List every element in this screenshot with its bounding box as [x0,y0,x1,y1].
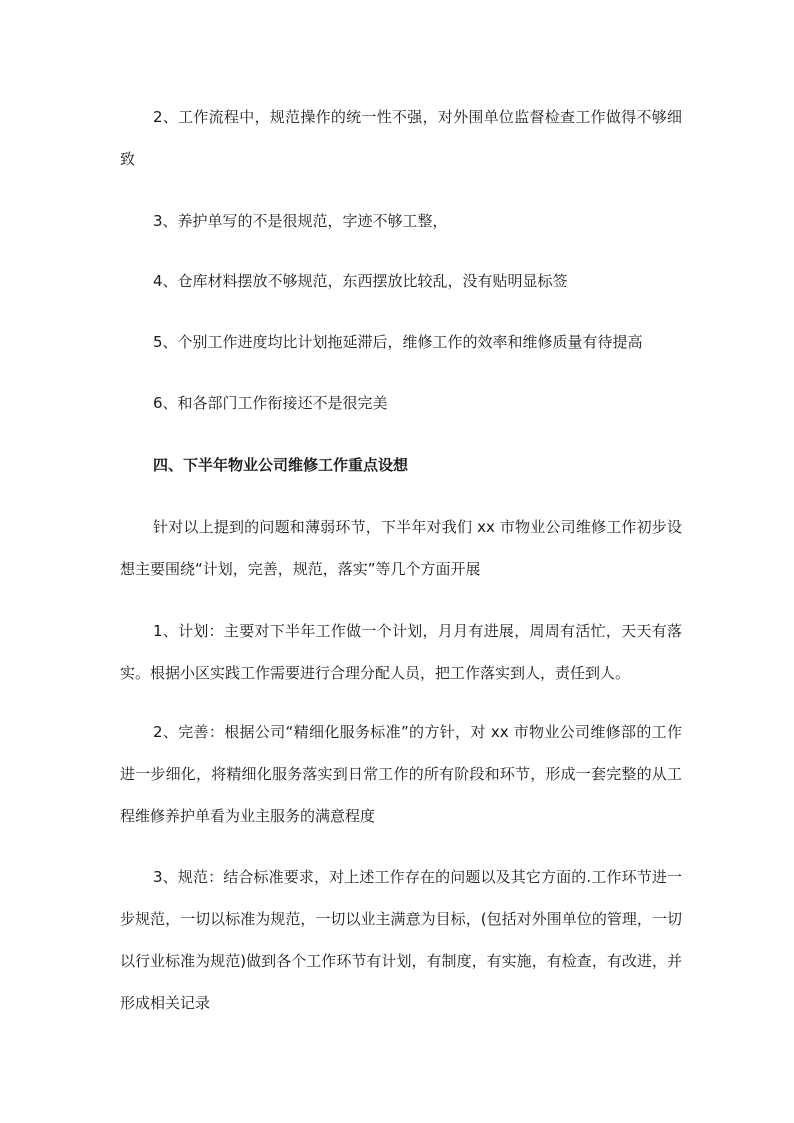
paragraph-item-3-maintenance-forms: 3、养护单写的不是很规范，字迹不够工整， [153,212,448,230]
paragraph-item-4-warehouse: 4、仓库材料摆放不够规范，东西摆放比较乱，没有贴明显标签 [153,272,568,290]
paragraph-item-6-coordination: 6、和各部门工作衔接还不是很完美 [153,394,388,412]
paragraph-item-5-progress: 5、个别工作进度均比计划拖延滞后，维修工作的效率和维修质量有待提高 [153,333,643,351]
section-heading-second-half-plan: 四、下半年物业公司维修工作重点设想 [153,456,409,474]
paragraph-item-2-workflow: 2、工作流程中，规范操作的统一性不强，对外围单位监督检查工作做得不够细致 [120,108,682,168]
paragraph-plan-item-2: 2、完善：根据公司“精细化服务标准”的方针，对 xx 市物业公司维修部的工作进一步细化，将精细化服务落实到日常工作的所有阶段和环节，形成一套完整的从工程维修养护单看为业主服务的满意程度 [120,723,682,825]
paragraph-plan-item-3: 3、规范：结合标准要求，对上述工作存在的问题以及其它方面的.工作环节进一步规范，一切以标准为规范，一切以业主满意为目标，(包括对外围单位的管理，一切以行业标准为规范)做到各个工作环节有计划，有制度，有实施，有检查，有改进，并形成相关记录 [120,868,682,1012]
paragraph-plan-item-1: 1、计划：主要对下半年工作做一个计划，月月有进展，周周有活忙，天天有落实。根据小区实践工作需要进行合理分配人员，把工作落实到人，责任到人。 [120,622,682,682]
paragraph-intro-plan: 针对以上提到的问题和薄弱环节，下半年对我们 xx 市物业公司维修工作初步设想主要围绕“计划，完善，规范，落实”等几个方面开展 [120,518,682,578]
